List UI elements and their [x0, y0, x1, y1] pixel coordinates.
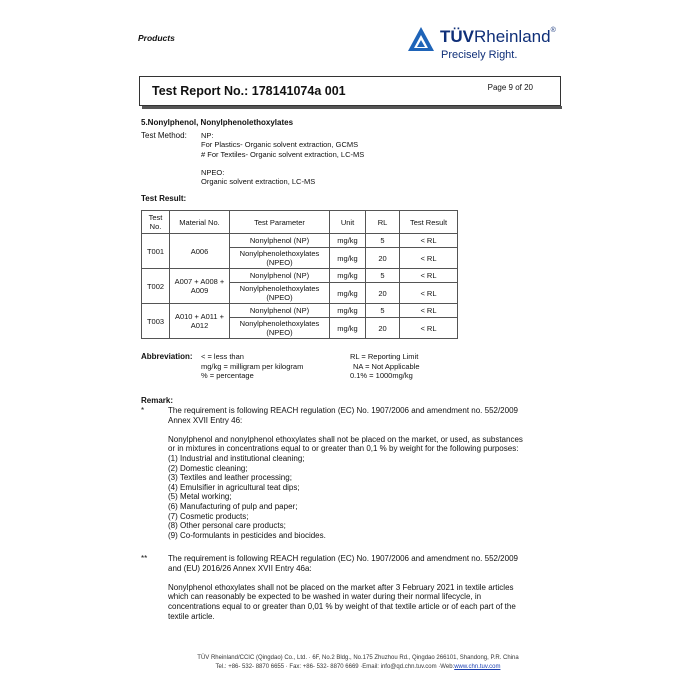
remark-1-paragraph: Nonylphenol and nonylphenol ethoxylates shall not be placed on the market, or used, as substances or in mixtures in concentrations equal to or greater than 0,1 % by weight for the following purposes:	[168, 434, 523, 454]
material-cell: A007 + A008 + A009	[170, 269, 230, 304]
remark-1-list-item: (4) Emulsifier in agricultural teat dips;	[168, 482, 300, 492]
abbreviation-item: 0.1% = 1000mg/kg	[350, 371, 413, 380]
abbreviation-list-right	[350, 352, 420, 381]
remark-1-list-item: (9) Co-formulants in pesticides and biocides.	[168, 530, 326, 540]
parameter-cell: Nonylphenolethoxylates (NPEO)	[230, 283, 330, 304]
rl-cell: 5	[366, 234, 400, 248]
report-title-box	[139, 76, 561, 106]
col-header-unit: Unit	[330, 211, 366, 234]
abbreviation-label: Abbreviation:	[141, 352, 193, 361]
np-method-2: # For Textiles- Organic solvent extraction, LC-MS	[201, 149, 365, 159]
unit-cell: mg/kg	[330, 234, 366, 248]
remark-marker-2: **	[141, 554, 148, 563]
parameter-cell: Nonylphenolethoxylates (NPEO)	[230, 318, 330, 339]
remark-1-list-item: (5) Metal working;	[168, 492, 232, 502]
remark-1-list-item: (8) Other personal care products;	[168, 521, 286, 531]
abbreviation-item: < = less than	[201, 352, 244, 361]
col-header-test-no: Test No.	[142, 211, 170, 234]
remark-1-list-item: (2) Domestic cleaning;	[168, 463, 248, 473]
result-cell: < RL	[400, 283, 458, 304]
material-cell: A006	[170, 234, 230, 269]
remark-marker-1: *	[141, 406, 145, 415]
table-row	[142, 234, 458, 248]
brand-name: TÜVRheinland®	[440, 27, 556, 46]
result-cell: < RL	[400, 269, 458, 283]
remark-2-paragraph: Nonylphenol ethoxylates shall not be placed on the market after 3 February 2021 in textile articles which can reasonably be expected to be washed in water during their normal lifecycle, in concentrations equal to or greater than 0,01 % by weight of that textile article or of each part of the textile article.	[168, 582, 516, 621]
unit-cell: mg/kg	[330, 304, 366, 318]
unit-cell: mg/kg	[330, 283, 366, 304]
col-header-rl: RL	[366, 211, 400, 234]
tuv-logo	[407, 22, 567, 67]
table-row	[142, 269, 458, 283]
remark-1	[168, 406, 528, 540]
category-label: Products	[138, 33, 175, 43]
parameter-cell: Nonylphenol (NP)	[230, 234, 330, 248]
abbreviation-item: % = percentage	[201, 371, 254, 380]
remark-label: Remark:	[141, 396, 174, 405]
triangle-logo-icon	[407, 26, 435, 52]
parameter-cell: Nonylphenolethoxylates (NPEO)	[230, 248, 330, 269]
np-label: NP:	[201, 131, 214, 140]
npeo-label: NPEO:	[201, 167, 225, 177]
page-number: Page 9 of 20	[487, 83, 533, 92]
parameter-cell: Nonylphenol (NP)	[230, 304, 330, 318]
parameter-cell: Nonylphenol (NP)	[230, 269, 330, 283]
test-result-label: Test Result:	[141, 194, 187, 203]
rl-cell: 20	[366, 318, 400, 339]
unit-cell: mg/kg	[330, 269, 366, 283]
brand-slogan: Precisely Right.	[441, 49, 518, 61]
test-method-label: Test Method:	[141, 131, 187, 140]
material-cell: A010 + A011 + A012	[170, 304, 230, 339]
result-cell: < RL	[400, 304, 458, 318]
table-row	[142, 304, 458, 318]
footer-website-link[interactable]: www.chn.tuv.com	[454, 663, 501, 670]
remark-2	[168, 554, 528, 621]
np-method-1: For Plastics- Organic solvent extraction, GCMS	[201, 140, 359, 150]
abbreviation-item: mg/kg = milligram per kilogram	[201, 361, 304, 371]
footer-address: TÜV Rheinland/CCIC (Qingdao) Co., Ltd. · 6F, No.2 Bldg., No.175 Zhuzhou Rd., Qingdao 266101, Shandong, P.R. China	[197, 655, 519, 661]
results-table	[141, 210, 458, 339]
footer-contact: Tel.: +86- 532- 8870 6655 · Fax: +86- 532- 8870 6669 ·Email: info@qd.chn.tuv.com ·Web:www.chn.tuv.com	[215, 663, 501, 670]
abbreviation-item: NA = Not Applicable	[353, 361, 420, 371]
section-title: 5.Nonylphenol, Nonylphenolethoxylates	[141, 118, 294, 127]
result-cell: < RL	[400, 318, 458, 339]
report-title: Test Report No.: 178141074a 001	[152, 84, 346, 98]
rl-cell: 5	[366, 269, 400, 283]
test-no-cell: T002	[142, 269, 170, 304]
remark-1-intro: The requirement is following REACH regulation (EC) No. 1907/2006 and amendment no. 552/2009 Annex XVII Entry 46:	[168, 406, 518, 425]
abbreviation-item: RL = Reporting Limit	[350, 352, 419, 361]
remark-1-list-item: (1) Industrial and institutional cleaning;	[168, 453, 305, 463]
col-header-result: Test Result	[400, 211, 458, 234]
abbreviation-list-left	[201, 352, 303, 381]
col-header-material: Material No.	[170, 211, 230, 234]
npeo-method-1: Organic solvent extraction, LC-MS	[201, 177, 316, 187]
test-no-cell: T001	[142, 234, 170, 269]
unit-cell: mg/kg	[330, 318, 366, 339]
rl-cell: 20	[366, 248, 400, 269]
test-method-body	[201, 131, 364, 186]
remark-1-list-item: (6) Manufacturing of pulp and paper;	[168, 501, 298, 511]
remark-2-intro: The requirement is following REACH regulation (EC) No. 1907/2006 and amendment no. 552/2009 and (EU) 2016/26 Annex XVII Entry 46a:	[168, 554, 518, 573]
col-header-parameter: Test Parameter	[230, 211, 330, 234]
page-footer	[148, 654, 568, 671]
table-header-row	[142, 211, 458, 234]
remark-1-list-item: (3) Textiles and leather processing;	[168, 473, 292, 483]
result-cell: < RL	[400, 248, 458, 269]
test-no-cell: T003	[142, 304, 170, 339]
report-box-shadow	[142, 106, 562, 109]
rl-cell: 5	[366, 304, 400, 318]
result-cell: < RL	[400, 234, 458, 248]
unit-cell: mg/kg	[330, 248, 366, 269]
rl-cell: 20	[366, 283, 400, 304]
remark-1-list-item: (7) Cosmetic products;	[168, 511, 249, 521]
